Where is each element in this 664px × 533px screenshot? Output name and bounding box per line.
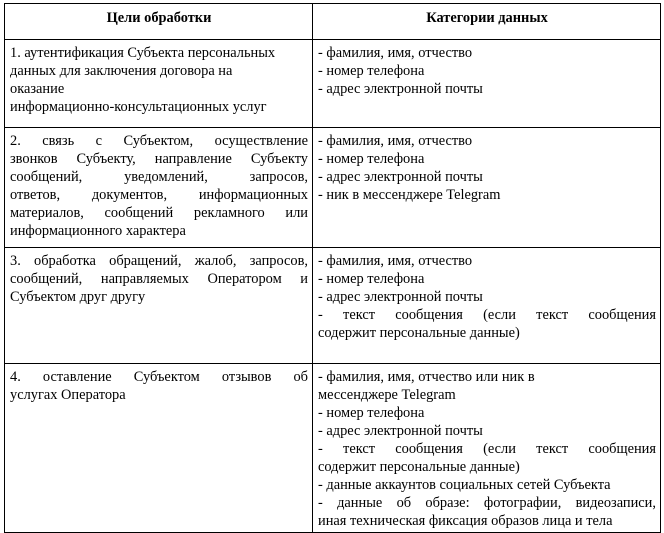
categories-cell	[313, 40, 661, 128]
purpose-text-line: 4. оставление Субъектом отзывов об	[10, 369, 308, 385]
purpose-text-line: информационного характера	[10, 223, 186, 239]
purpose-cell	[5, 128, 313, 248]
category-text-line: - адрес электронной почты	[318, 289, 483, 305]
purpose-text-line: оказание	[10, 81, 65, 97]
table-body	[5, 40, 661, 533]
category-text-line: - номер телефона	[318, 405, 425, 421]
purpose-text-line: услугах Оператора	[10, 387, 126, 403]
purpose-text-line: сообщений, уведомлений, запросов,	[10, 169, 308, 185]
category-text-line: - ник в мессенджере Telegram	[318, 187, 501, 203]
purpose-cell	[5, 40, 313, 128]
table-header-row	[5, 4, 661, 40]
category-text-line: - номер телефона	[318, 151, 425, 167]
category-text-line: - адрес электронной почты	[318, 81, 483, 97]
category-text-line: - фамилия, имя, отчество	[318, 253, 473, 269]
categories-cell	[313, 364, 661, 533]
header-data-categories: Категории данных	[313, 4, 661, 40]
category-text-line: - адрес электронной почты	[318, 423, 483, 439]
table-row	[5, 128, 661, 248]
purpose-cell	[5, 364, 313, 533]
purpose-text-line: звонков Субъекту, направление Субъекту	[10, 151, 308, 167]
category-text-line: - адрес электронной почты	[318, 169, 483, 185]
table-row	[5, 364, 661, 533]
categories-cell	[313, 128, 661, 248]
purpose-text-line: сообщений, направляемых Оператором и	[10, 271, 308, 287]
purpose-text-line: 2. связь с Субъектом, осуществление	[10, 133, 308, 149]
data-processing-table	[4, 3, 661, 533]
purpose-text-line: 1. аутентификация Субъекта персональных	[10, 45, 276, 61]
purpose-text-line: информационно-консультационных услуг	[10, 99, 267, 115]
category-text-line: содержит персональные данные)	[318, 459, 520, 475]
category-text-line: содержит персональные данные)	[318, 325, 520, 341]
category-text-line: - данные об образе: фотографии, видеозаписи,	[318, 495, 656, 511]
purpose-text-line: ответов, документов, информационных	[10, 187, 308, 203]
category-text-line: иная техническая фиксация образов лица и тела	[318, 513, 613, 529]
category-text-line: - номер телефона	[318, 63, 425, 79]
category-text-line: - текст сообщения (если текст сообщения	[318, 307, 656, 323]
purpose-text-line: 3. обработка обращений, жалоб, запросов,	[10, 253, 308, 269]
category-text-line: - текст сообщения (если текст сообщения	[318, 441, 656, 457]
category-text-line: - номер телефона	[318, 271, 425, 287]
purpose-text-line: материалов, сообщений рекламного или	[10, 205, 308, 221]
category-text-line: - фамилия, имя, отчество или ник в	[318, 369, 535, 385]
table-row	[5, 248, 661, 364]
category-text-line: - фамилия, имя, отчество	[318, 133, 473, 149]
header-purposes: Цели обработки	[5, 4, 313, 40]
table-row	[5, 40, 661, 128]
purpose-text-line: Субъектом друг другу	[10, 289, 146, 305]
categories-cell	[313, 248, 661, 364]
purpose-cell	[5, 248, 313, 364]
category-text-line: мессенджере Telegram	[318, 387, 456, 403]
purpose-text-line: данных для заключения договора на	[10, 63, 233, 79]
category-text-line: - данные аккаунтов социальных сетей Субъекта	[318, 477, 611, 493]
category-text-line: - фамилия, имя, отчество	[318, 45, 473, 61]
